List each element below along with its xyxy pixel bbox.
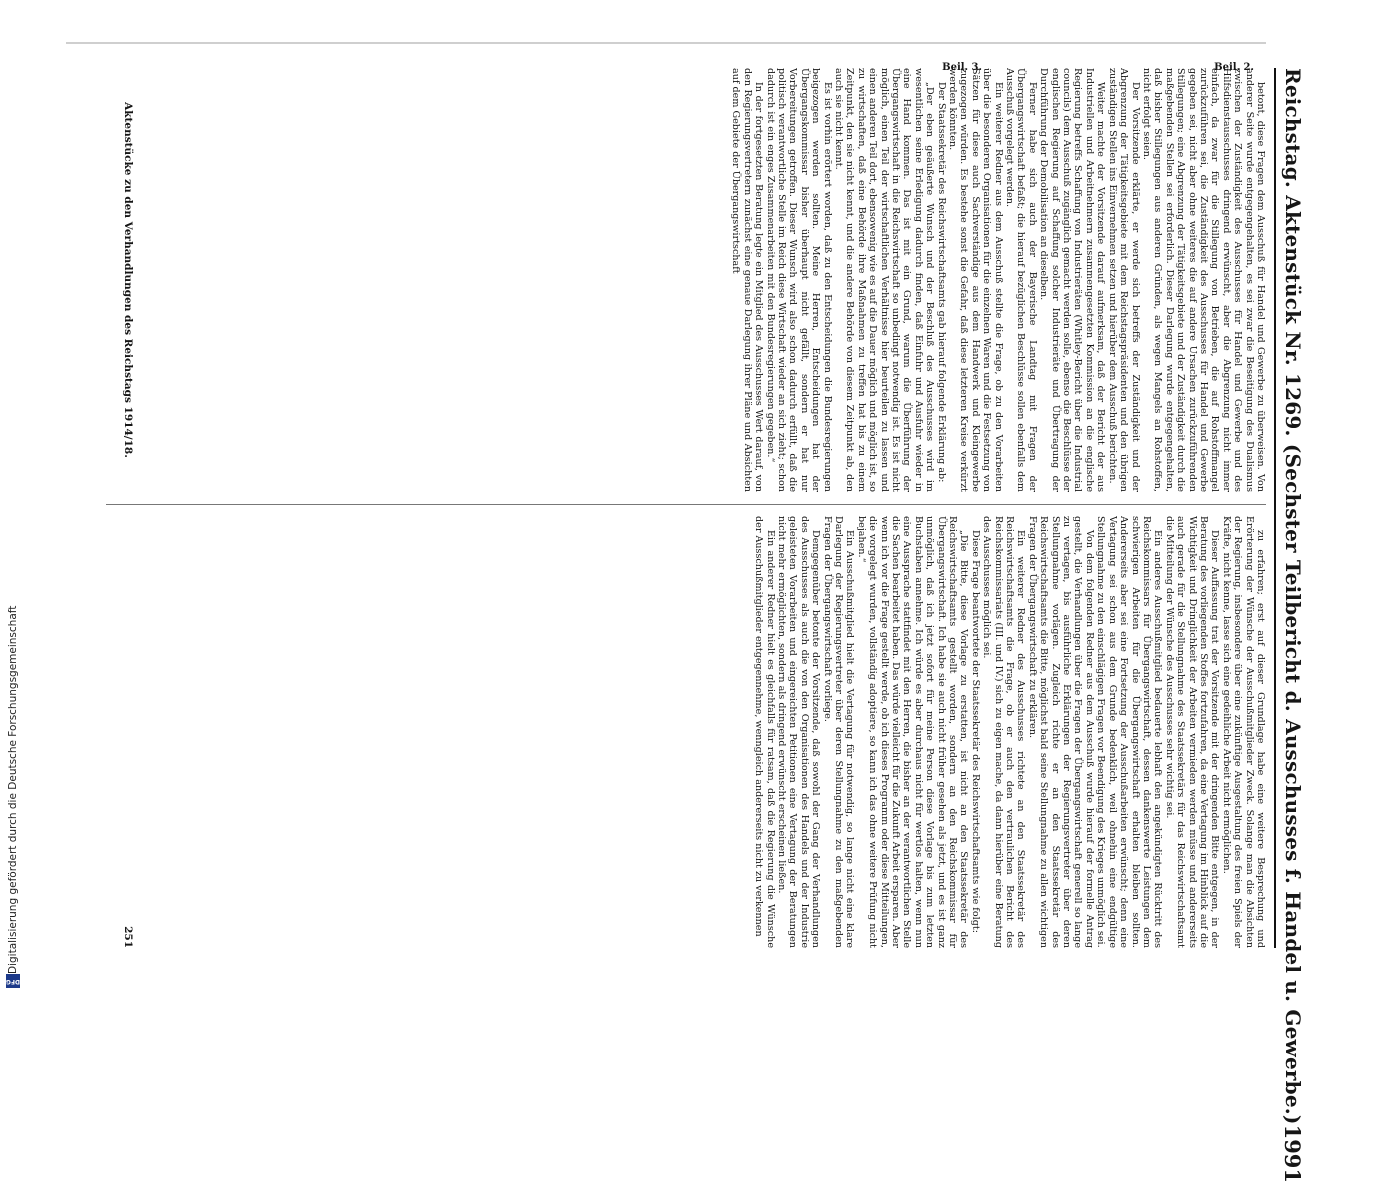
- footer-title: Aktenstücke zu den Verhandlungen des Reichstags 1914/18.: [122, 102, 134, 458]
- paragraph: Diese Frage beantwortete der Staatssekretär des Reichswirtschaftsamts wie folgt:: [969, 530, 981, 933]
- page-header: [1274, 68, 1310, 1183]
- right-column: [106, 516, 1266, 948]
- paragraph: Der Vorsitzende erklärte, er werde sich betreffs der Zuständigkeit und der Abgrenzung der Tätigkeitsgebiete mit dem Reichstagspräsidenten und den übrigen zuständigen Stellen ins Einvernehmen setzen und hierüber dem Ausschuß berichten.: [1106, 68, 1141, 492]
- paragraph: Ein weiterer Redner aus dem Ausschuß stellte die Frage, ob zu den Vorarbeiten über die besonderen Organisationen für die einzelnen Waren und die Festsetzung von Sätzen für diese auch Sachverständige aus dem Handwerk und Kleingewerbe zugezogen würden. Es bestehe sonst die Gefahr, daß diese letzteren Kreise verkürzt werden könnten.: [947, 68, 1004, 492]
- paragraph: Demgegenüber betonte der Vorsitzende, daß sowohl der Gang der Verhandlungen des Ausschusses als auch die von den Organisationen des Handels und der Industrie geleisteten Vorarbeiten und eingereichten Petitionen eine Vertagung der Beratungen nicht mehr ermöglichten, sondern als dringend erwünscht erscheinen ließen.: [775, 516, 822, 948]
- paragraph: Ein Ausschußmitglied hielt die Vertagung für notwendig, so lange nicht eine klare Darlegung der Regierungsvertreter über deren Stellungnahme zu den maßgebenden Fragen der Übergangswirtschaft vorliege.: [821, 516, 856, 948]
- paragraph: Ein weiterer Redner des Ausschusses richtete an den Staatssekretär des Reichswirtschaftsamts die Frage, ob er auch den vertraulichen Bericht des Reichskommissariats (III. und IV.) sich zu eigen mache, da dann hierüber eine Beratung des Ausschusses möglich sei.: [981, 516, 1027, 948]
- paragraph: Ein anderer Redner hielt es gleichfalls für ratsam, daß die Regierung die Wünsche der Ausschußmitglieder entgegennehme, wenngleich andererseits nicht zu verkennen: [753, 516, 776, 948]
- document-page: [85, 61, 1310, 1183]
- paragraph: betont, diese Fragen dem Ausschuß für Handel und Gewerbe zu überweisen. Von anderer Seite wurde entgegengehalten, es sei zwar die Beseitigung des Dualismus zwischen der Zuständigkeit des Ausschusses für Handel und Gewerbe und des Hilfsdienstausschusses dringend erwünscht, aber die Abgrenzung nicht immer einfach, da zwar für die Stillegung von Betrieben, die auf Rohstoffmangel zurückzuführen sei, die Zuständigkeit des Ausschusses für Handel und Gewerbe gegeben sei, nicht aber ohne weiteres die auf andere Ursachen zurückzuführenden Stillegungen; eine Abgrenzung der Tätigkeitsgebiete und der Zuständigkeit durch die maßgebenden Stellen sei erforderlich. Dieser Darlegung wurde entgegengehalten, daß bisher Stillegungen aus anderen Gründen, als wegen Mangels an Rohstoffen, nicht erfolgt seien.: [1140, 68, 1266, 492]
- paragraph: „Die Bitte, diese Vorlage zu erstatten, ist nicht an den Staatssekretär des Reichswirtschaftsamts gestellt worden, sondern an den Reichskommissar für Übergangswirtschaft. Ich habe sie auch nicht früher gesehen als jetzt, und es ist ganz unmöglich, daß ich jetzt sofort für meine Person diese Vorlage bis zum letzten Buchstaben annehme. Ich würde es aber durchaus nicht für wertlos halten, wenn nun eine Aussprache stattfindet mit den Herren, die bisher an der verantwortlichen Stelle die Sachen bearbeitet haben. Das würde vielleicht für die Zukunft Arbeit ersparen. Aber wenn ich vor die Frage gestellt werde, ob ich dieses Programm oder diese Mitteilungen, die vorgelegt wurden, vollständig adoptiere, so kann ich das ohne weitere Prüfung nicht bejahen.“: [855, 516, 970, 948]
- paragraph: Der Staatssekretär des Reichswirtschaftsamts gab hierauf folgende Erklärung ab:: [935, 82, 947, 483]
- dfg-logo: DFG: [6, 974, 20, 988]
- paragraph: Dieser Auffassung trat der Vorsitzende mit der dringenden Bitte entgegen, in der Beratung des vorliegenden Stoffes fortzufahren, da eine Vertagung im Hinblick auf die Wichtigkeit und Dringlichkeit der Arbeiten vermieden werden müsse und andererseits auch gerade für die Stellungnahme des Staatssekretärs für das Reichswirtschaftsamt die Mitteilung der Wünsche des Ausschusses sehr wichtig sei.: [1163, 516, 1221, 948]
- margin-note-beil-2: Beil. 2.: [1214, 61, 1254, 73]
- column-divider: [106, 504, 1266, 505]
- footer-page-number: 251: [122, 926, 134, 948]
- page-number: 1991: [1280, 1124, 1306, 1183]
- paragraph: Ferner habe sich auch der Bayerische Landtag mit Fragen der Übergangswirtschaft befaßt; die hierauf bezüglichen Beschlüsse sollen ebenfalls dem Ausschuß vorgelegt werden.: [1004, 68, 1038, 492]
- dfg-notice-text: Digitalisierung gefördert durch die Deutsche Forschungsgemeinschaft: [7, 605, 19, 974]
- paragraph: In der fortgesetzten Beratung legte ein Mitglied des Ausschusses Wert darauf, von den Regierungsvertretern zunächst eine genaue Darlegung ihrer Pläne und Absichten auf dem Gebiete der Übergangswirtschaft: [730, 68, 765, 492]
- paragraph: Es ist vorhin erörtert worden, daß zu den Entscheidungen die Bundesregierungen beigezogen werden sollten. Meine Herren, Entscheidungen hat der Übergangskommissar bisher überhaupt nicht gefällt, sondern er hat nur Vorbereitungen getroffen. Dieser Wunsch wird also schon dadurch erfüllt, daß die politisch verantwortliche Stelle im Reich diese Wirtschaft wieder an sich zieht; schon dadurch ist ein enges Zusammenarbeiten mit den Bundesregierungen gegeben.“: [764, 68, 833, 492]
- dfg-notice: [2, 600, 24, 992]
- paragraph: „Der eben geäußerte Wunsch und der Beschluß des Ausschusses wird im wesentlichen seine Erledigung dadurch finden, daß Einfuhr und Ausfuhr wieder in eine Hand kommen. Das ist mit ein Grund, warum die Überführung der Übergangswirtschaft in die Reichswirtschaft so unbedingt notwendig ist. Es ist nicht möglich, einen Teil der wirtschaftlichen Verhältnisse hier beurteilen zu lassen und einen anderen Teil dort, ebensowenig wie es auf die Dauer möglich und möglich ist, so zu wirtschaften, daß eine Behörde ihre Maßnahmen zu treffen hat bis zu einem Zeitpunkt, den sie nicht kennt, und die andere Behörde von diesem Zeitpunkt ab, den auch sie nicht kennt.: [832, 68, 936, 492]
- paragraph: zu erfahren; erst auf dieser Grundlage habe eine weitere Besprechung und Erörterung der Wünsche der Ausschußmitglieder Zweck. Solange man die Absichten der Regierung, insbesondere über eine zukünftige Ausgestaltung des freien Spiels der Kräfte, nicht kenne, lasse sich eine gedeihliche Arbeit nicht ermöglichen.: [1220, 516, 1266, 948]
- scan-edge-line: [66, 42, 1266, 44]
- left-column: [106, 68, 1266, 492]
- margin-note-beil-3: Beil. 3.: [942, 61, 982, 73]
- paragraph: Weiter machte der Vorsitzende darauf aufmerksam, daß der Bericht der aus Industriellen und Arbeitnehmern zusammengesetzten Kommission an die englische Regierung betreffs Schaffung von Industrieräten (Whitley-Bericht über die Industrial councils) dem Ausschuß zugänglich gemacht werden solle, ebenso die Beschlüsse der englischen Regierung auf Schaffung solcher Industrieräte und Übertragung der Durchführung der Demobilisation an dieselben.: [1038, 68, 1107, 492]
- paragraph: Ein anderes Ausschußmitglied bedauerte lebhaft den angekündigten Rücktritt des Reichskommissars für Übergangswirtschaft, dessen dankenswerte Leistungen dem schwierigen Arbeiten für die Übergangswirtschaft erhalten bleiben sollten. Andererseits aber sei eine Fortsetzung der Ausschußarbeiten erwünscht; denn eine Vertagung sei schon aus dem Grunde bedenklich, weil ohnehin eine endgültige Stellungnahme zu den einschlägigen Fragen vor Beendigung des Krieges unmöglich sei.: [1095, 516, 1164, 948]
- page-title: Reichstag. Aktenstück Nr. 1269. (Sechster Teilbericht d. Ausschusses f. Handel u. Gewerbe.): [1281, 68, 1305, 1125]
- paragraph: Von dem folgenden Redner aus dem Ausschuß wurde hierauf der formelle Antrag gestellt, die Verhandlungen über die Fragen der Übergangswirtschaft generell so lange zu vertagen, bis ausführliche Erklärungen der Regierungsvertreter über deren Stellungnahme vorlägen. Zugleich richte er an den Staatssekretär des Reichswirtschaftsamts die Bitte, möglichst bald seine Stellungnahme zu allen wichtigen Fragen der Übergangswirtschaft zu erklären.: [1026, 516, 1095, 948]
